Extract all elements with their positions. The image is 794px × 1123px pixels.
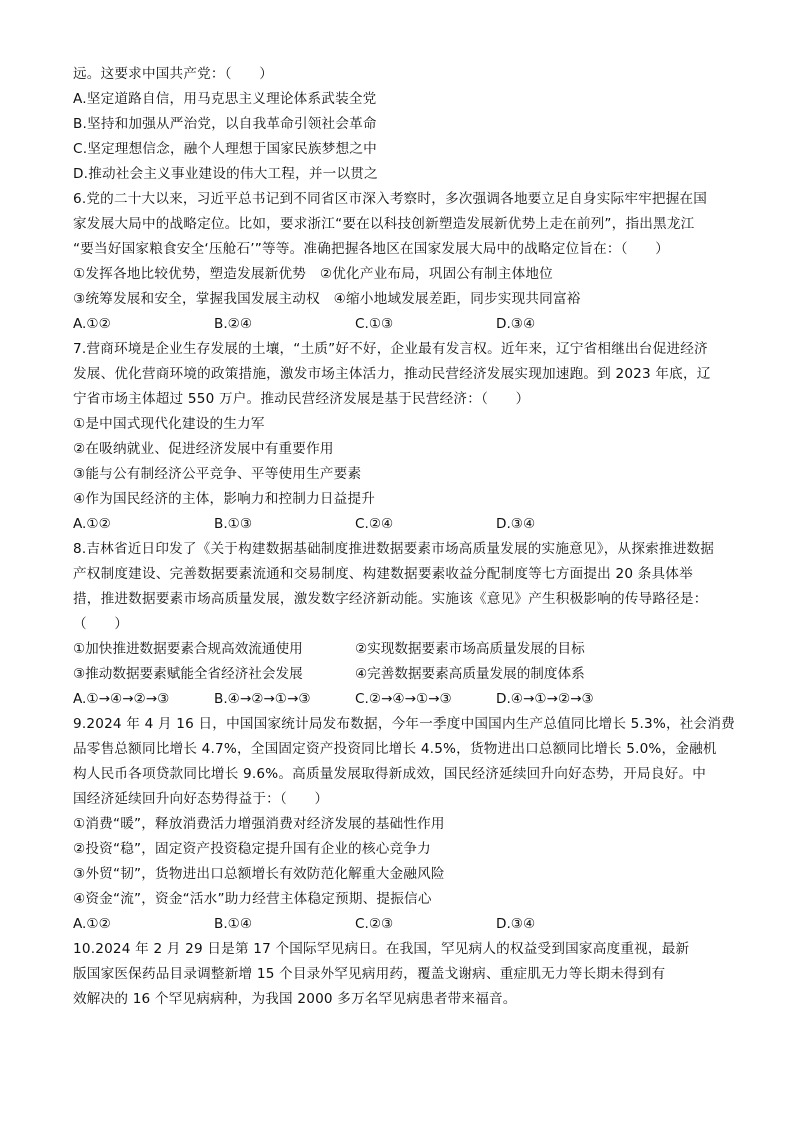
q10-text-line: 版国家医保药品目录调整新增 15 个目录外罕见病用药，覆盖戈谢病、重症肌无力等长期未得到有 (73, 966, 666, 982)
q8-text-line: 措，推进数据要素市场高质量发展，激发数字经济新动能。实施该《意见》产生积极影响的传导路径是： (73, 591, 708, 607)
q8-text-line: 产权制度建设、完善数据要素流通和交易制度、构建数据要素收益分配制度等七方面提出 20 条具体举 (73, 566, 693, 582)
q7-statement-line: ④作为国民经济的主体，影响力和控制力日益提升 (73, 491, 376, 507)
q8-statement-1: ①加快推进数据要素合规高效流通使用 (73, 641, 303, 657)
q6-statement-line: ③统筹发展和安全，掌握我国发展主动权 ④缩小地域发展差距，同步实现共同富裕 (73, 291, 581, 307)
q6-option-b: B.②④ (214, 316, 253, 332)
q9-option-c: C.②③ (355, 916, 394, 932)
q6-text-line: 家发展大局中的战略定位。比如，要求浙江“要在以科技创新塑造发展新优势上走在前列”，指出黑龙江 (73, 216, 695, 232)
q8-option-d: D.④→①→②→③ (496, 691, 594, 707)
q9-text-line: 构人民币各项贷款同比增长 9.6%。高质量发展取得新成效，国民经济延续回升向好态势，开局良好。中 (73, 766, 706, 782)
q6-text-line: “要当好国家粮食安全‘压舱石’”等等。准确把握各地区在国家发展大局中的战略定位旨在：（ ） (73, 241, 670, 257)
q6-option-a: A.①② (73, 316, 111, 332)
q7-option-c: C.②④ (355, 516, 394, 532)
q10-text-line: 10.2024 年 2 月 29 日是第 17 个国际罕见病日。在我国，罕见病人的权益受到国家高度重视，最新 (73, 941, 690, 957)
q7-statement-line: ③能与公有制经济公平竞争、平等使用生产要素 (73, 466, 362, 482)
q8-statement-3: ③推动数据要素赋能全省经济社会发展 (73, 666, 303, 682)
q9-option-a: A.①② (73, 916, 111, 932)
q9-text-line: 国经济延续回升向好态势得益于：（ ） (73, 791, 329, 807)
q8-statement-4: ④完善数据要素高质量发展的制度体系 (355, 666, 585, 682)
q9-statement-line: ②投资“稳”，固定资产投资稳定提升国有企业的核心竞争力 (73, 841, 431, 857)
q8-text-line: （ ） (73, 616, 129, 632)
option-d: D.推动社会主义事业建设的伟大工程，并一以贯之 (73, 166, 378, 182)
q7-text-line: 宁省市场主体超过 550 万户。推动民营经济发展是基于民营经济：（ ） (73, 391, 530, 407)
q7-text-line: 7.营商环境是企业生存发展的土壤，“土质”好不好，企业最有发言权。近年来，辽宁省相继出台促进经济 (73, 341, 708, 357)
q7-option-d: D.③④ (496, 516, 536, 532)
q9-statement-line: ③外贸“韧”，货物进出口总额增长有效防范化解重大金融风险 (73, 866, 445, 882)
q8-statement-2: ②实现数据要素市场高质量发展的目标 (355, 641, 585, 657)
option-a: A.坚定道路自信，用马克思主义理论体系武装全党 (73, 91, 377, 107)
q9-statement-line: ①消费“暖”，释放消费活力增强消费对经济发展的基础性作用 (73, 816, 445, 832)
q9-statement-line: ④资金“流”，资金“活水”助力经营主体稳定预期、提振信心 (73, 891, 432, 907)
q8-text-line: 8.吉林省近日印发了《关于构建数据基础制度推进数据要素市场高质量发展的实施意见》，从探索推进数据 (73, 541, 715, 557)
option-b: B.坚持和加强从严治党，以自我革命引领社会革命 (73, 116, 377, 132)
q10-text-line: 效解决的 16 个罕见病病种，为我国 2000 多万名罕见病患者带来福音。 (73, 991, 517, 1007)
q9-text-line: 9.2024 年 4 月 16 日，中国国家统计局发布数据，今年一季度中国国内生产总值同比增长 5.3%，社会消费 (73, 716, 735, 732)
q8-option-b: B.④→②→①→③ (214, 691, 311, 707)
q8-option-a: A.①→④→②→③ (73, 691, 170, 707)
q9-option-b: B.①④ (214, 916, 253, 932)
q9-option-d: D.③④ (496, 916, 536, 932)
q7-option-b: B.①③ (214, 516, 253, 532)
q6-option-d: D.③④ (496, 316, 536, 332)
q6-statement-line: ①发挥各地比较优势，塑造发展新优势 ②优化产业布局，巩固公有制主体地位 (73, 266, 553, 282)
q7-option-a: A.①② (73, 516, 111, 532)
q7-statement-line: ②在吸纳就业、促进经济发展中有重要作用 (73, 441, 334, 457)
q9-text-line: 品零售总额同比增长 4.7%，全国固定资产投资同比增长 4.5%，货物进出口总额同比增长 5.0%，金融机 (73, 741, 717, 757)
question-text-line: 远。这要求中国共产党：（ ） (73, 66, 274, 82)
q6-text-line: 6.党的二十大以来，习近平总书记到不同省区市深入考察时，多次强调各地要立足自身实际牢牢把握在国 (73, 191, 708, 207)
q8-option-c: C.②→④→①→③ (355, 691, 452, 707)
q7-text-line: 发展、优化营商环境的政策措施，激发市场主体活力，推动民营经济发展实现加速跑。到 2023 年底，辽 (73, 366, 711, 382)
q7-statement-line: ①是中国式现代化建设的生力军 (73, 416, 265, 432)
option-c: C.坚定理想信念，融个人理想于国家民族梦想之中 (73, 141, 377, 157)
q6-option-c: C.①③ (355, 316, 394, 332)
